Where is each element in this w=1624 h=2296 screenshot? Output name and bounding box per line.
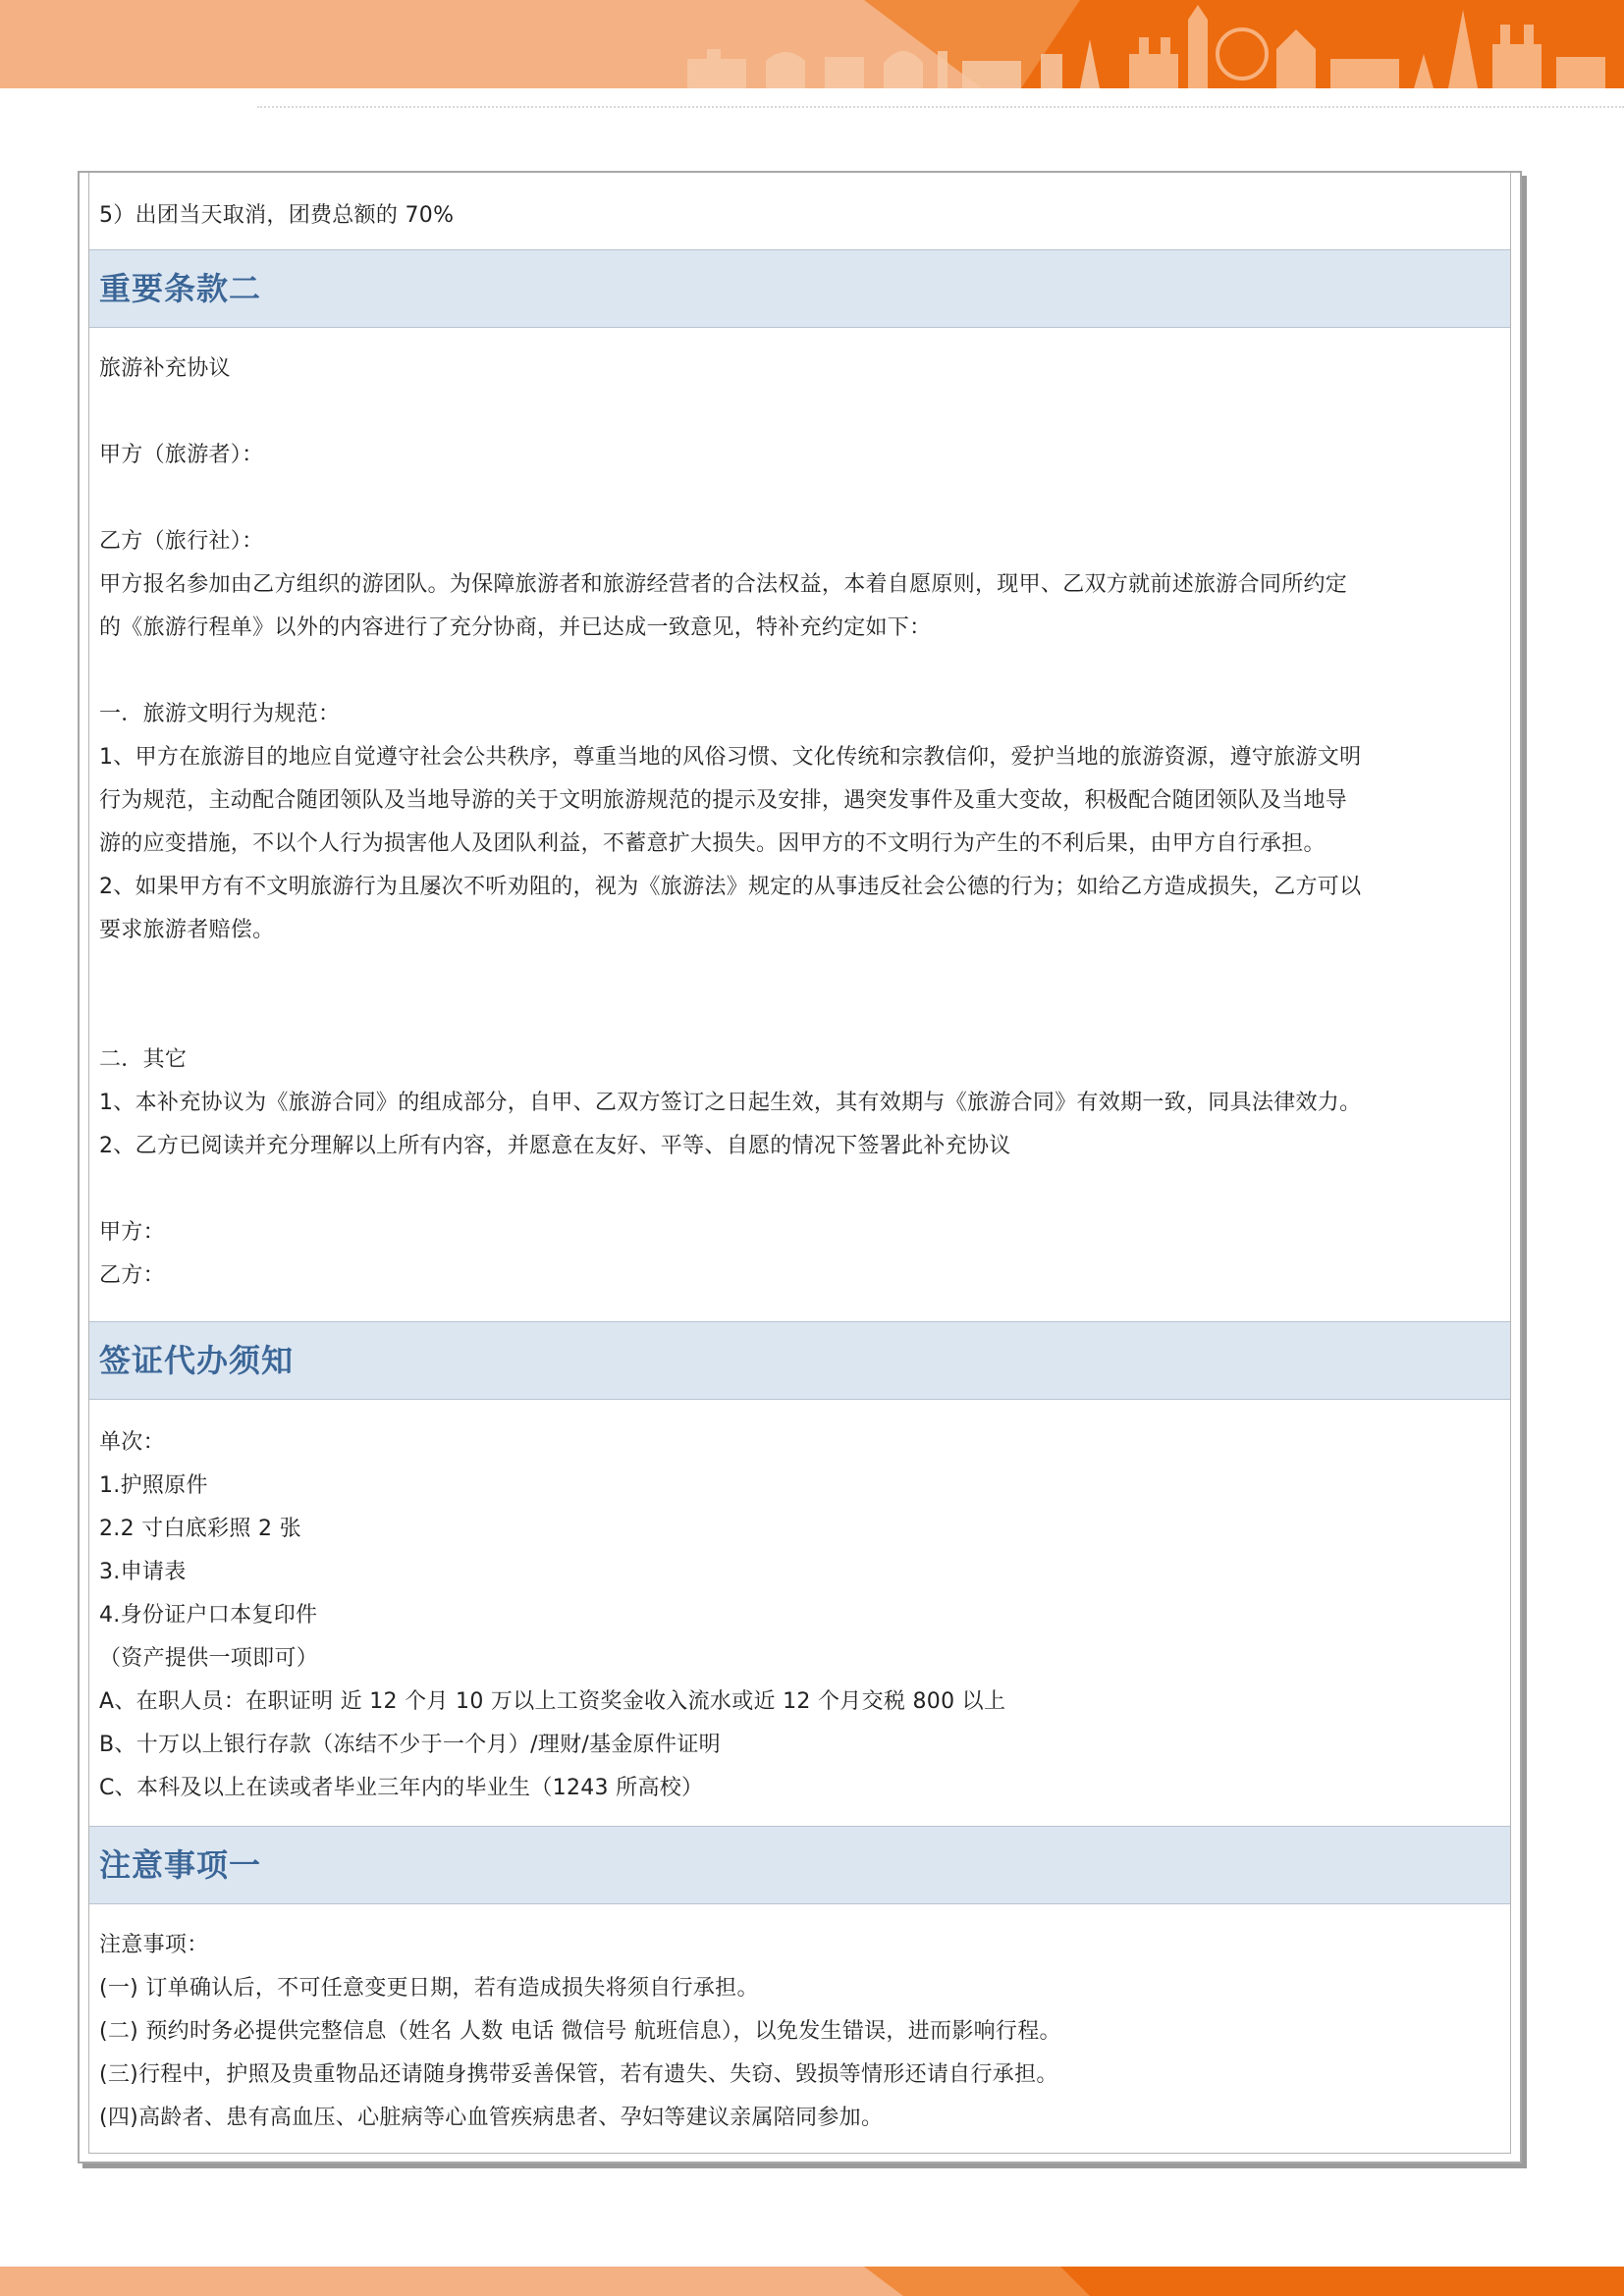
- text-line: (四)高龄者、患有高血压、心脏病等心血管疾病患者、孕妇等建议亲属陪同参加。: [99, 2106, 884, 2130]
- bottom-banner: [0, 2267, 1624, 2296]
- blank-line: [99, 477, 1500, 520]
- notes-body: [89, 1924, 1510, 2140]
- text-line: （资产提供一项即可）: [99, 1646, 319, 1671]
- text-line: (一) 订单确认后，不可任意变更日期，若有造成损失将须自行承担。: [99, 1976, 759, 2001]
- text-line: 2、乙方已阅读并充分理解以上所有内容，并愿意在友好、平等、自愿的情况下签署此补充协议: [99, 1134, 1011, 1158]
- text-line: C、本科及以上在读或者毕业三年内的毕业生（1243 所高校）: [99, 1776, 704, 1800]
- text-line: 2.2 寸白底彩照 2 张: [99, 1517, 301, 1541]
- top-banner: [0, 0, 1624, 88]
- text-line: 要求旅游者赔偿。: [99, 918, 275, 942]
- section-header-visa: [89, 1321, 1510, 1400]
- text-line: 3.申请表: [99, 1560, 187, 1584]
- text-line: 2、如果甲方有不文明旅游行为且屡次不听劝阻的，视为《旅游法》规定的从事违反社会公德的行为；如给乙方造成损失，乙方可以: [99, 875, 1362, 899]
- header-rule: [257, 106, 1624, 108]
- blank-line: [99, 952, 1500, 995]
- document-inner: [88, 173, 1511, 2154]
- section-title: 注意事项一: [99, 1846, 262, 1884]
- section-header-important-terms: [89, 249, 1510, 328]
- text-line: (三)行程中，护照及贵重物品还请随身携带妥善保管，若有遗失、失窃、毁损等情形还请自行承担。: [99, 2062, 1058, 2087]
- text-line: B、十万以上银行存款（冻结不少于一个月）/理财/基金原件证明: [99, 1733, 721, 1757]
- visa-body: [89, 1421, 1510, 1810]
- text-line: 二．其它: [99, 1047, 188, 1072]
- text-line: 注意事项：: [99, 1933, 209, 1957]
- text-line: 5）出团当天取消，团费总额的 70%: [99, 203, 455, 228]
- blank-line: [99, 1168, 1500, 1211]
- text-line: 甲方（旅游者）：: [99, 443, 264, 467]
- important-terms-body: [89, 347, 1510, 1298]
- text-line: 1.护照原件: [99, 1473, 208, 1498]
- text-line: 旅游补充协议: [99, 356, 231, 381]
- text-line: 4.身份证户口本复印件: [99, 1603, 318, 1628]
- section-title: 签证代办须知: [99, 1342, 295, 1379]
- text-line: 甲方：: [99, 1220, 165, 1245]
- text-line: 游的应变措施，不以个人行为损害他人及团队利益，不蓄意扩大损失。因甲方的不文明行为产生的不利后果，由甲方自行承担。: [99, 831, 1326, 856]
- text-line: (二) 预约时务必提供完整信息（姓名 人数 电话 微信号 航班信息），以免发生错误，进而影响行程。: [99, 2019, 1061, 2044]
- text-line: A、在职人员：在职证明 近 12 个月 10 万以上工资奖金收入流水或近 12 个月交税 800 以上: [99, 1689, 1006, 1714]
- text-line: 单次：: [99, 1430, 165, 1455]
- text-line: 1、甲方在旅游目的地应自觉遵守社会公共秩序，尊重当地的风俗习惯、文化传统和宗教信仰，爱护当地的旅游资源，遵守旅游文明: [99, 745, 1362, 770]
- text-line: 乙方（旅行社）：: [99, 529, 264, 554]
- document-frame: [78, 171, 1522, 2163]
- text-line: 的《旅游行程单》以外的内容进行了充分协商，并已达成一致意见，特补充约定如下：: [99, 615, 932, 640]
- section-header-notes: [89, 1826, 1510, 1904]
- blank-line: [99, 650, 1500, 693]
- blank-line: [99, 995, 1500, 1039]
- text-line: 乙方：: [99, 1263, 165, 1288]
- blank-line: [99, 391, 1500, 434]
- text-line: 甲方报名参加由乙方组织的游团队。为保障旅游者和旅游经营者的合法权益，本着自愿原则，现甲、乙双方就前述旅游合同所约定: [99, 572, 1348, 597]
- text-line: 行为规范，主动配合随团领队及当地导游的关于文明旅游规范的提示及安排，遇突发事件及重大变故，积极配合随团领队及当地导: [99, 788, 1348, 813]
- text-line: 1、本补充协议为《旅游合同》的组成部分，自甲、乙双方签订之日起生效，其有效期与《旅游合同》有效期一致，同具法律效力。: [99, 1091, 1362, 1115]
- cancellation-section: [89, 194, 1510, 238]
- section-title: 重要条款二: [99, 270, 262, 307]
- text-line: 一．旅游文明行为规范：: [99, 702, 341, 726]
